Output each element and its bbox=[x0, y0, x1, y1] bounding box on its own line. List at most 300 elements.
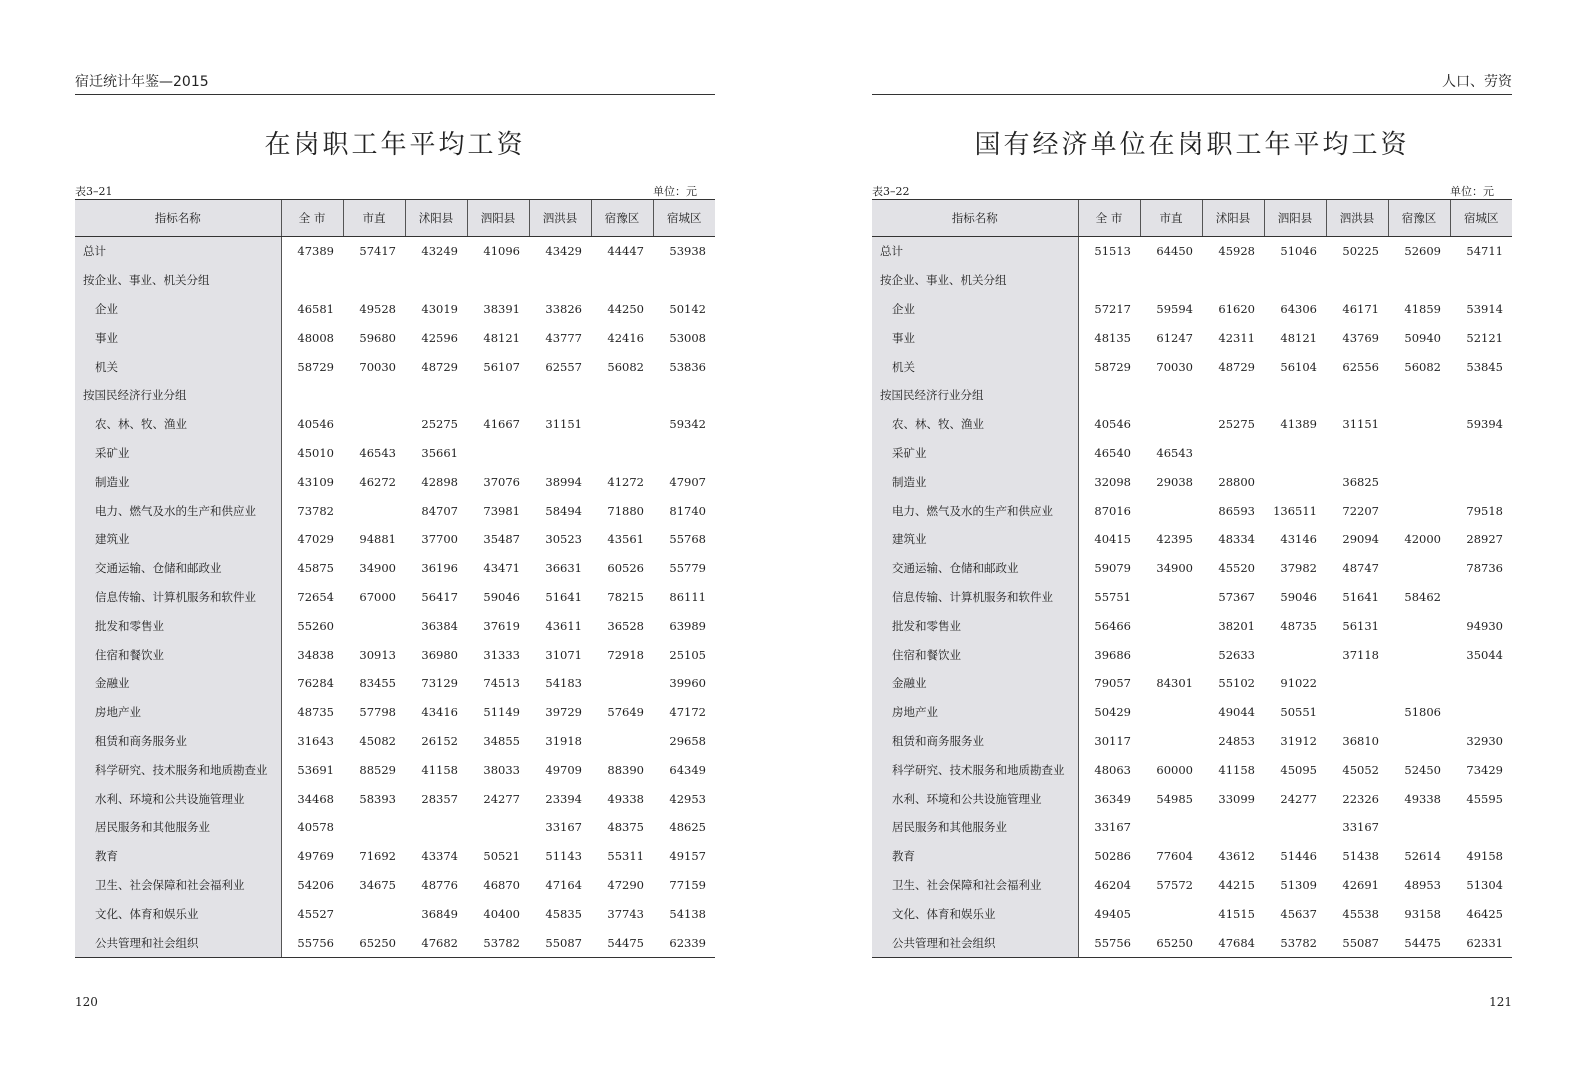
table-cell: 84301 bbox=[1156, 676, 1193, 691]
table-cell: 59046 bbox=[483, 589, 520, 604]
table-cell: 42898 bbox=[421, 474, 458, 489]
table-cell: 37076 bbox=[483, 474, 520, 489]
table-cell: 72207 bbox=[1342, 503, 1379, 518]
table-cell bbox=[529, 266, 591, 295]
table-cell: 73429 bbox=[1466, 762, 1503, 777]
table-row bbox=[75, 323, 715, 352]
table-cell: 29038 bbox=[1156, 474, 1193, 489]
table-cell: 48375 bbox=[607, 820, 644, 835]
row-label: 批发和零售业 bbox=[872, 611, 1078, 640]
row-label: 总计 bbox=[872, 237, 1078, 266]
table-cell: 59394 bbox=[1466, 417, 1503, 432]
table-cell: 24853 bbox=[1218, 733, 1255, 748]
column-header: 沭阳县 bbox=[405, 200, 467, 237]
table-row bbox=[872, 727, 1512, 756]
table-cell: 58462 bbox=[1404, 589, 1441, 604]
row-label: 按企业、事业、机关分组 bbox=[872, 266, 1078, 295]
table-cell: 53008 bbox=[669, 330, 706, 345]
table-cell: 31912 bbox=[1280, 733, 1317, 748]
table-cell: 48735 bbox=[1280, 618, 1317, 633]
row-label: 总计 bbox=[75, 237, 281, 266]
table-cell bbox=[591, 410, 653, 439]
table-row bbox=[75, 698, 715, 727]
table-cell bbox=[1202, 381, 1264, 410]
table-cell: 33167 bbox=[1342, 820, 1379, 835]
row-label: 电力、燃气及水的生产和供应业 bbox=[75, 496, 281, 525]
row-label: 房地产业 bbox=[75, 698, 281, 727]
table-row bbox=[75, 410, 715, 439]
table-cell: 49157 bbox=[669, 849, 706, 864]
column-header: 沭阳县 bbox=[1202, 200, 1264, 237]
table-cell bbox=[591, 381, 653, 410]
table-cell: 67000 bbox=[359, 589, 396, 604]
table-cell: 73129 bbox=[421, 676, 458, 691]
column-header: 宿豫区 bbox=[591, 200, 653, 237]
table-cell: 48776 bbox=[421, 877, 458, 892]
table-cell: 79057 bbox=[1094, 676, 1131, 691]
row-label: 文化、体育和娱乐业 bbox=[872, 899, 1078, 928]
table-cell: 49709 bbox=[545, 762, 582, 777]
table-row bbox=[75, 467, 715, 496]
table-cell: 74513 bbox=[483, 676, 520, 691]
table-cell: 45595 bbox=[1466, 791, 1503, 806]
table-cell: 36980 bbox=[421, 647, 458, 662]
table-cell: 43471 bbox=[483, 561, 520, 576]
table-row bbox=[75, 352, 715, 381]
table-cell: 94930 bbox=[1466, 618, 1503, 633]
table-cell: 91022 bbox=[1280, 676, 1317, 691]
table-cell: 37118 bbox=[1342, 647, 1379, 662]
table-cell: 47907 bbox=[669, 474, 706, 489]
table-row bbox=[872, 871, 1512, 900]
row-label: 交通运输、仓储和邮政业 bbox=[75, 554, 281, 583]
table-cell: 43416 bbox=[421, 705, 458, 720]
table-cell: 52614 bbox=[1404, 849, 1441, 864]
table-cell: 73981 bbox=[483, 503, 520, 518]
table-cell bbox=[1078, 266, 1140, 295]
table-cell: 30117 bbox=[1094, 733, 1131, 748]
table-cell: 46540 bbox=[1094, 445, 1131, 460]
table-cell: 45835 bbox=[545, 906, 582, 921]
running-head: 宿迁统计年鉴—2015 bbox=[75, 72, 715, 95]
table-cell bbox=[653, 381, 715, 410]
table-row bbox=[872, 698, 1512, 727]
table-row bbox=[872, 439, 1512, 468]
table-cell: 42596 bbox=[421, 330, 458, 345]
table-cell: 48008 bbox=[297, 330, 334, 345]
table-row bbox=[75, 784, 715, 813]
table-cell: 35661 bbox=[421, 445, 458, 460]
table-cell: 44447 bbox=[607, 244, 644, 259]
table-cell bbox=[1450, 583, 1512, 612]
table-cell: 88390 bbox=[607, 762, 644, 777]
table-cell: 48729 bbox=[421, 359, 458, 374]
table-cell: 48735 bbox=[297, 705, 334, 720]
table-cell: 73782 bbox=[297, 503, 334, 518]
table-row bbox=[872, 899, 1512, 928]
row-label: 卫生、社会保障和社会福利业 bbox=[75, 871, 281, 900]
table-row bbox=[75, 554, 715, 583]
row-label: 金融业 bbox=[872, 669, 1078, 698]
table-cell: 34468 bbox=[297, 791, 334, 806]
row-label: 文化、体育和娱乐业 bbox=[75, 899, 281, 928]
table-cell: 48121 bbox=[1280, 330, 1317, 345]
table-cell: 77159 bbox=[669, 877, 706, 892]
table-cell: 39686 bbox=[1094, 647, 1131, 662]
row-label: 公共管理和社会组织 bbox=[75, 928, 281, 957]
table-cell: 36528 bbox=[607, 618, 644, 633]
row-label: 按国民经济行业分组 bbox=[75, 381, 281, 410]
table-cell bbox=[1140, 640, 1202, 669]
table-cell: 86111 bbox=[669, 589, 706, 604]
table-cell bbox=[1450, 669, 1512, 698]
table-cell: 51149 bbox=[483, 705, 520, 720]
table-cell: 28800 bbox=[1218, 474, 1255, 489]
table-cell: 54711 bbox=[1466, 244, 1503, 259]
table-cell: 38201 bbox=[1218, 618, 1255, 633]
table-cell: 57572 bbox=[1156, 877, 1193, 892]
table-cell: 88529 bbox=[359, 762, 396, 777]
table-cell bbox=[281, 381, 343, 410]
row-label: 科学研究、技术服务和地质勘查业 bbox=[75, 755, 281, 784]
table-cell: 49158 bbox=[1466, 849, 1503, 864]
column-header-indicator: 指标名称 bbox=[75, 200, 281, 237]
table-cell: 41515 bbox=[1218, 906, 1255, 921]
table-cell: 47164 bbox=[545, 877, 582, 892]
table-cell: 51446 bbox=[1280, 849, 1317, 864]
table-cell: 31151 bbox=[545, 417, 582, 432]
table-cell: 49769 bbox=[297, 849, 334, 864]
table-row bbox=[75, 266, 715, 295]
table-cell: 58729 bbox=[297, 359, 334, 374]
table-cell bbox=[1326, 669, 1388, 698]
table-cell: 56107 bbox=[483, 359, 520, 374]
table-cell bbox=[405, 813, 467, 842]
table-cell: 38391 bbox=[483, 301, 520, 316]
table-cell: 37700 bbox=[421, 532, 458, 547]
table-cell: 57417 bbox=[359, 244, 396, 259]
table-cell bbox=[1388, 266, 1450, 295]
table-cell: 57217 bbox=[1094, 301, 1131, 316]
table-cell: 36825 bbox=[1342, 474, 1379, 489]
row-label: 公共管理和社会组织 bbox=[872, 928, 1078, 957]
table-cell bbox=[529, 381, 591, 410]
table-row bbox=[872, 323, 1512, 352]
table-cell: 51143 bbox=[545, 849, 582, 864]
row-label: 科学研究、技术服务和地质勘查业 bbox=[872, 755, 1078, 784]
table-cell: 54138 bbox=[669, 906, 706, 921]
table-cell: 48121 bbox=[483, 330, 520, 345]
table-cell: 45520 bbox=[1218, 561, 1255, 576]
table-cell: 41859 bbox=[1404, 301, 1441, 316]
table-cell: 45637 bbox=[1280, 906, 1317, 921]
table-cell bbox=[1078, 381, 1140, 410]
table-cell: 40400 bbox=[483, 906, 520, 921]
row-label: 卫生、社会保障和社会福利业 bbox=[872, 871, 1078, 900]
table-cell: 48625 bbox=[669, 820, 706, 835]
table-cell: 36849 bbox=[421, 906, 458, 921]
table-cell bbox=[1140, 583, 1202, 612]
table-row bbox=[872, 295, 1512, 324]
table-cell bbox=[1140, 813, 1202, 842]
table-row bbox=[75, 583, 715, 612]
table-cell: 54475 bbox=[591, 928, 653, 957]
table-cell bbox=[281, 266, 343, 295]
table-cell: 43109 bbox=[297, 474, 334, 489]
table-row bbox=[75, 525, 715, 554]
table-cell: 51304 bbox=[1466, 877, 1503, 892]
table-cell: 34855 bbox=[483, 733, 520, 748]
table-cell: 53836 bbox=[669, 359, 706, 374]
table-cell: 47290 bbox=[607, 877, 644, 892]
table-cell: 70030 bbox=[359, 359, 396, 374]
table-cell: 55087 bbox=[1326, 928, 1388, 957]
table-cell: 49338 bbox=[1404, 791, 1441, 806]
table-cell: 53938 bbox=[669, 244, 706, 259]
column-header: 宿城区 bbox=[1450, 200, 1512, 237]
table-cell: 41667 bbox=[483, 417, 520, 432]
table-cell: 43611 bbox=[545, 618, 582, 633]
table-row bbox=[75, 813, 715, 842]
table-cell bbox=[1388, 467, 1450, 496]
table-cell: 50142 bbox=[669, 301, 706, 316]
table-cell: 64349 bbox=[669, 762, 706, 777]
table-cell bbox=[343, 381, 405, 410]
table-cell: 43777 bbox=[545, 330, 582, 345]
column-header: 市直 bbox=[343, 200, 405, 237]
table-cell bbox=[1140, 899, 1202, 928]
table-row bbox=[75, 611, 715, 640]
unit-label: 单位：元 bbox=[653, 185, 697, 198]
table-cell: 70030 bbox=[1156, 359, 1193, 374]
table-cell: 46543 bbox=[359, 445, 396, 460]
row-label: 居民服务和其他服务业 bbox=[872, 813, 1078, 842]
table-cell: 25275 bbox=[1218, 417, 1255, 432]
table-cell: 81740 bbox=[669, 503, 706, 518]
table-cell: 55311 bbox=[607, 849, 644, 864]
row-label: 住宿和餐饮业 bbox=[872, 640, 1078, 669]
table-cell: 33167 bbox=[1094, 820, 1131, 835]
table-cell: 34838 bbox=[297, 647, 334, 662]
table-row bbox=[75, 496, 715, 525]
table-cell bbox=[1450, 813, 1512, 842]
table-cell: 57367 bbox=[1218, 589, 1255, 604]
table-cell: 42953 bbox=[669, 791, 706, 806]
table-cell: 40546 bbox=[1094, 417, 1131, 432]
table-cell: 36349 bbox=[1094, 791, 1131, 806]
table-cell: 55260 bbox=[297, 618, 334, 633]
column-header: 全 市 bbox=[1078, 200, 1140, 237]
table-cell: 55756 bbox=[281, 928, 343, 957]
table-cell: 36631 bbox=[545, 561, 582, 576]
table-cell bbox=[1388, 640, 1450, 669]
row-label: 交通运输、仓储和邮政业 bbox=[872, 554, 1078, 583]
table-cell bbox=[1140, 727, 1202, 756]
table-cell: 59680 bbox=[359, 330, 396, 345]
table-cell: 38033 bbox=[483, 762, 520, 777]
table-cell: 34900 bbox=[1156, 561, 1193, 576]
row-label: 按国民经济行业分组 bbox=[872, 381, 1078, 410]
table-cell bbox=[1388, 410, 1450, 439]
table-cell: 49528 bbox=[359, 301, 396, 316]
row-label: 建筑业 bbox=[872, 525, 1078, 554]
column-header: 宿城区 bbox=[653, 200, 715, 237]
column-header: 全 市 bbox=[281, 200, 343, 237]
row-label: 水利、环境和公共设施管理业 bbox=[872, 784, 1078, 813]
table-cell bbox=[343, 611, 405, 640]
table-cell: 56466 bbox=[1094, 618, 1131, 633]
row-label: 事业 bbox=[75, 323, 281, 352]
table-cell: 43019 bbox=[421, 301, 458, 316]
column-header-indicator: 指标名称 bbox=[872, 200, 1078, 237]
table-cell: 51438 bbox=[1342, 849, 1379, 864]
table-cell: 29094 bbox=[1342, 532, 1379, 547]
unit-label: 单位：元 bbox=[1450, 185, 1494, 198]
table-row bbox=[872, 755, 1512, 784]
row-label: 采矿业 bbox=[75, 439, 281, 468]
table-cell bbox=[591, 266, 653, 295]
table-cell: 40578 bbox=[297, 820, 334, 835]
table-cell: 50551 bbox=[1280, 705, 1317, 720]
table-cell: 65250 bbox=[1140, 928, 1202, 957]
table-cell bbox=[1388, 813, 1450, 842]
table-cell: 36196 bbox=[421, 561, 458, 576]
table-cell: 43429 bbox=[545, 244, 582, 259]
table-header-row bbox=[75, 200, 715, 237]
table-cell: 72654 bbox=[297, 589, 334, 604]
table-row bbox=[872, 410, 1512, 439]
left-page bbox=[75, 0, 715, 1077]
table-cell: 94881 bbox=[359, 532, 396, 547]
table-row bbox=[75, 669, 715, 698]
running-head: 人口、劳资 bbox=[872, 72, 1512, 95]
table-row bbox=[75, 755, 715, 784]
table-cell bbox=[1140, 496, 1202, 525]
table-cell bbox=[653, 439, 715, 468]
table-cell bbox=[405, 266, 467, 295]
table-row bbox=[872, 842, 1512, 871]
table-cell: 57798 bbox=[359, 705, 396, 720]
table-cell: 46204 bbox=[1094, 877, 1131, 892]
table-cell: 43146 bbox=[1280, 532, 1317, 547]
table-cell: 46870 bbox=[483, 877, 520, 892]
table-cell: 51046 bbox=[1280, 244, 1317, 259]
table-cell: 30913 bbox=[359, 647, 396, 662]
table-cell: 26152 bbox=[421, 733, 458, 748]
row-label: 房地产业 bbox=[872, 698, 1078, 727]
table-cell bbox=[343, 899, 405, 928]
table-cell: 38994 bbox=[545, 474, 582, 489]
table-cell bbox=[467, 266, 529, 295]
table-cell: 76284 bbox=[297, 676, 334, 691]
table-number: 表3–22 bbox=[872, 185, 910, 198]
table-cell: 58494 bbox=[545, 503, 582, 518]
table-cell bbox=[1264, 439, 1326, 468]
table-header-row bbox=[872, 200, 1512, 237]
row-label: 机关 bbox=[75, 352, 281, 381]
table-cell: 40415 bbox=[1094, 532, 1131, 547]
row-label: 建筑业 bbox=[75, 525, 281, 554]
table-cell: 45538 bbox=[1342, 906, 1379, 921]
table-row bbox=[872, 352, 1512, 381]
page-number: 120 bbox=[75, 995, 98, 1009]
table-cell: 33099 bbox=[1218, 791, 1255, 806]
table-cell: 136511 bbox=[1273, 503, 1317, 518]
table-cell bbox=[1388, 496, 1450, 525]
row-label: 租赁和商务服务业 bbox=[872, 727, 1078, 756]
table-cell: 43249 bbox=[421, 244, 458, 259]
table-cell bbox=[1202, 439, 1264, 468]
table-row bbox=[75, 899, 715, 928]
table-cell bbox=[1264, 813, 1326, 842]
table-cell bbox=[343, 813, 405, 842]
table-cell: 43769 bbox=[1342, 330, 1379, 345]
table-cell: 39960 bbox=[669, 676, 706, 691]
table-cell: 37743 bbox=[607, 906, 644, 921]
table-cell: 54206 bbox=[297, 877, 334, 892]
table-cell: 62557 bbox=[545, 359, 582, 374]
table-cell: 43561 bbox=[607, 532, 644, 547]
table-cell bbox=[1388, 611, 1450, 640]
row-label: 信息传输、计算机服务和软件业 bbox=[872, 583, 1078, 612]
table-row bbox=[872, 813, 1512, 842]
table-cell bbox=[1388, 381, 1450, 410]
table-cell: 28357 bbox=[421, 791, 458, 806]
table-cell: 79518 bbox=[1466, 503, 1503, 518]
table-cell: 42395 bbox=[1156, 532, 1193, 547]
table-cell: 60526 bbox=[607, 561, 644, 576]
table-row bbox=[75, 871, 715, 900]
row-label: 金融业 bbox=[75, 669, 281, 698]
row-label: 按企业、事业、机关分组 bbox=[75, 266, 281, 295]
table-cell: 48729 bbox=[1218, 359, 1255, 374]
table-cell: 53782 bbox=[1264, 928, 1326, 957]
table-cell: 56417 bbox=[421, 589, 458, 604]
table-cell: 36810 bbox=[1342, 733, 1379, 748]
table-row bbox=[75, 381, 715, 410]
table-cell: 37619 bbox=[483, 618, 520, 633]
row-label: 制造业 bbox=[872, 467, 1078, 496]
table-cell: 23394 bbox=[545, 791, 582, 806]
table-cell bbox=[1140, 266, 1202, 295]
table-row bbox=[872, 784, 1512, 813]
table-cell bbox=[1202, 813, 1264, 842]
table-cell bbox=[1450, 381, 1512, 410]
row-label: 信息传输、计算机服务和软件业 bbox=[75, 583, 281, 612]
table-cell: 54985 bbox=[1156, 791, 1193, 806]
table-cell: 53782 bbox=[467, 928, 529, 957]
table-cell bbox=[1388, 554, 1450, 583]
table-row bbox=[75, 237, 715, 266]
table-cell: 41158 bbox=[421, 762, 458, 777]
row-label: 电力、燃气及水的生产和供应业 bbox=[872, 496, 1078, 525]
table-cell: 77604 bbox=[1156, 849, 1193, 864]
row-label: 企业 bbox=[872, 295, 1078, 324]
table-cell: 41158 bbox=[1218, 762, 1255, 777]
table-cell: 71880 bbox=[607, 503, 644, 518]
column-header: 泗阳县 bbox=[1264, 200, 1326, 237]
table-cell bbox=[1264, 640, 1326, 669]
table-cell: 48334 bbox=[1218, 532, 1255, 547]
table-cell: 41389 bbox=[1280, 417, 1317, 432]
table-cell: 52121 bbox=[1466, 330, 1503, 345]
table-cell bbox=[529, 439, 591, 468]
row-label: 水利、环境和公共设施管理业 bbox=[75, 784, 281, 813]
table-cell: 50225 bbox=[1342, 244, 1379, 259]
table-cell: 52609 bbox=[1404, 244, 1441, 259]
table-cell: 42000 bbox=[1404, 532, 1441, 547]
table-cell bbox=[591, 669, 653, 698]
